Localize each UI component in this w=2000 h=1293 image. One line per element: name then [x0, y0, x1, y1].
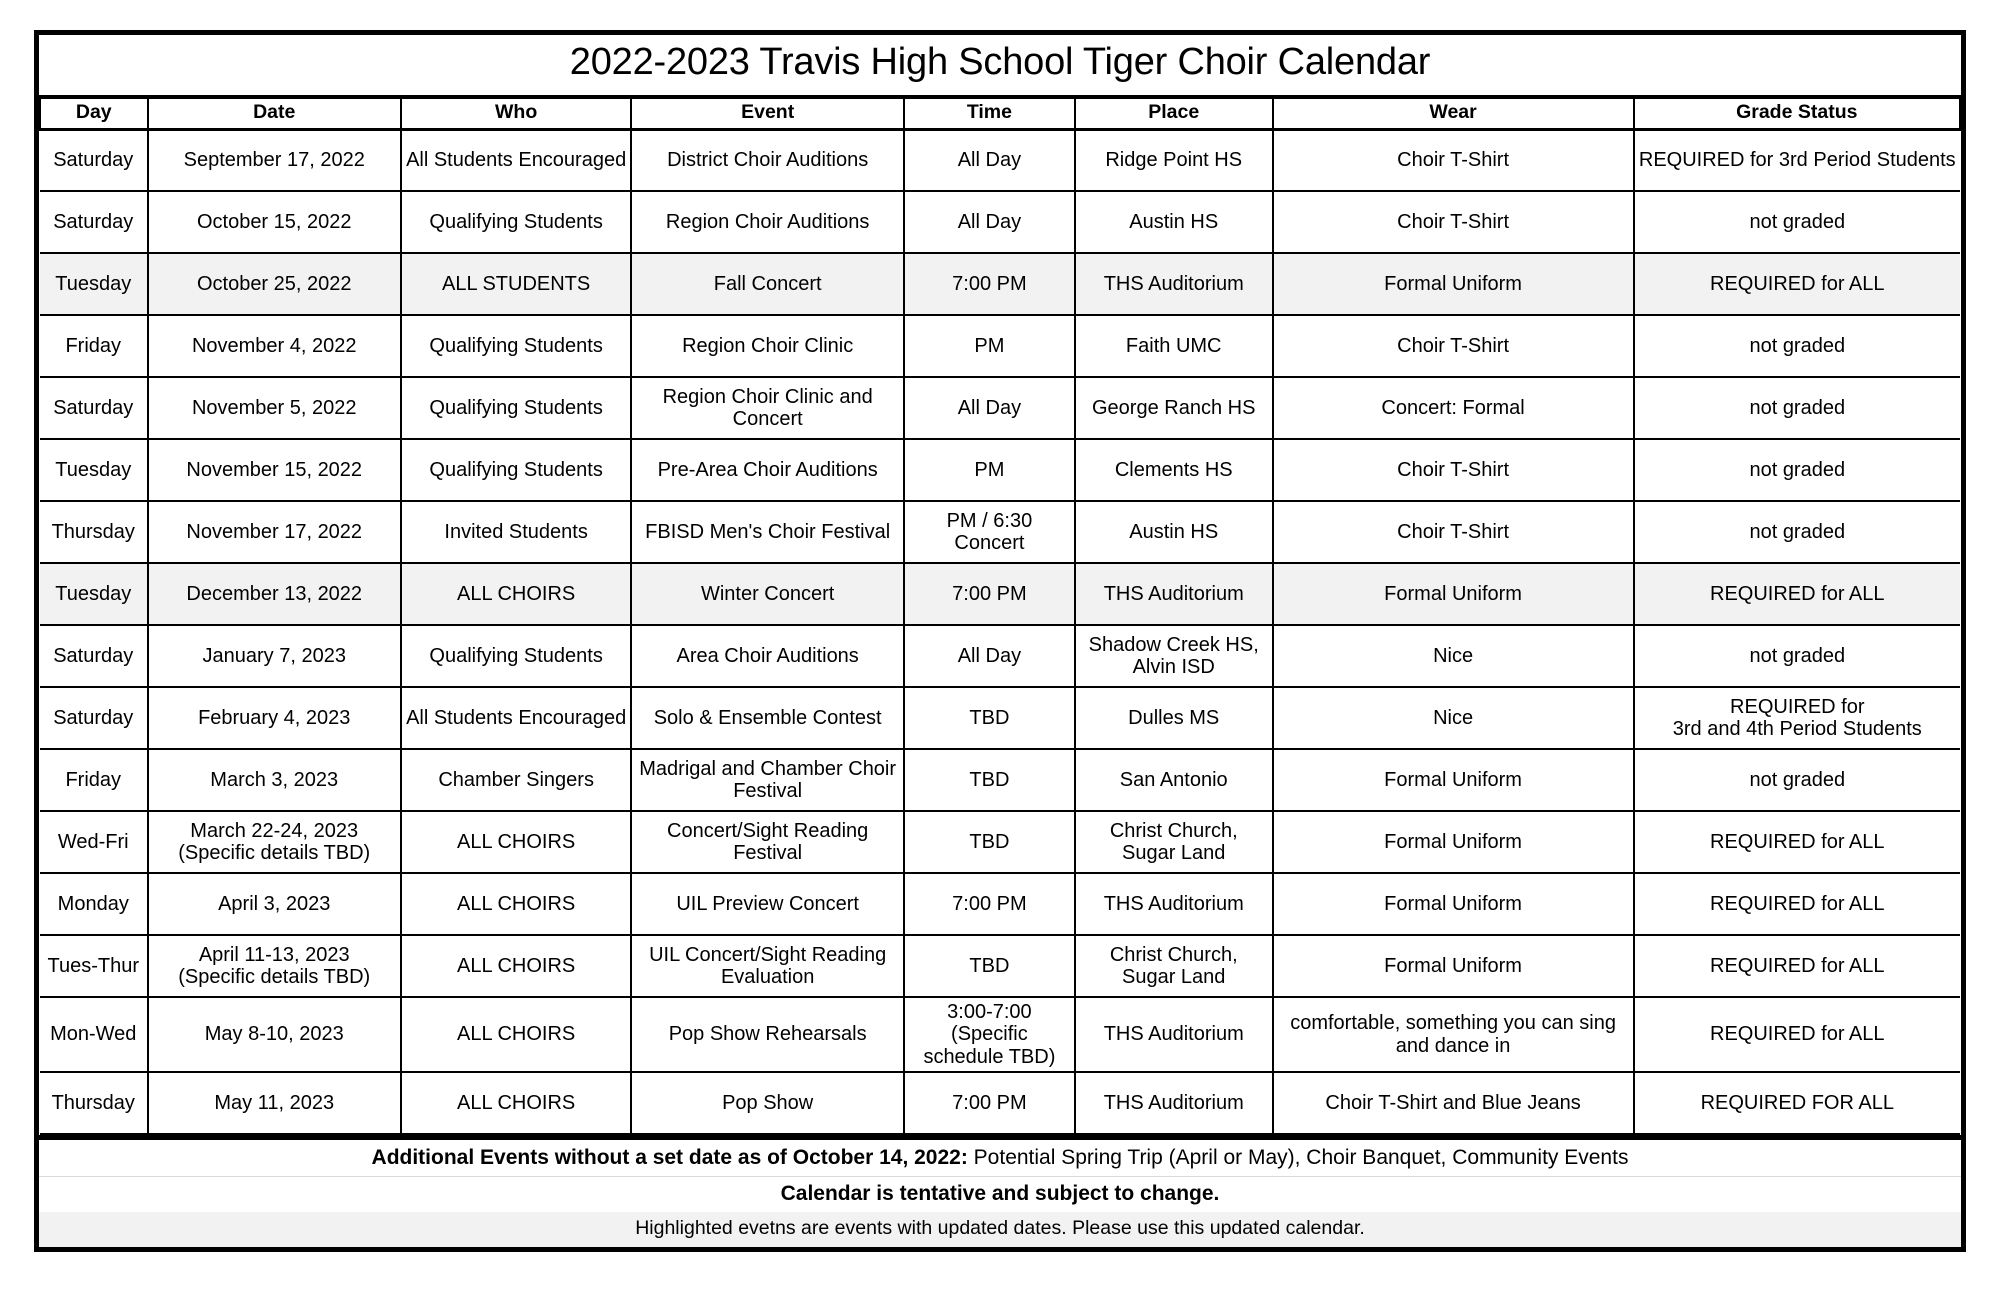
- cell-wear: Choir T-Shirt: [1273, 439, 1634, 501]
- table-row: [40, 935, 1960, 997]
- cell-time: All Day: [904, 129, 1075, 191]
- cell-time: PM: [904, 439, 1075, 501]
- cell-time: All Day: [904, 377, 1075, 439]
- cell-wear: Formal Uniform: [1273, 749, 1634, 811]
- cell-place: Shadow Creek HS, Alvin ISD: [1075, 625, 1273, 687]
- cell-grade: REQUIRED for 3rd and 4th Period Students: [1634, 687, 1960, 749]
- cell-event: Region Choir Clinic and Concert: [631, 377, 904, 439]
- cell-grade: REQUIRED FOR ALL: [1634, 1072, 1960, 1134]
- cell-time: All Day: [904, 191, 1075, 253]
- cell-who: All Students Encouraged: [401, 129, 631, 191]
- cell-place: George Ranch HS: [1075, 377, 1273, 439]
- cell-wear: comfortable, something you can sing and dance in: [1273, 997, 1634, 1072]
- table-row: [40, 501, 1960, 563]
- cell-place: Austin HS: [1075, 191, 1273, 253]
- cell-date: November 5, 2022: [148, 377, 401, 439]
- table-row: [40, 1072, 1960, 1134]
- cell-who: ALL CHOIRS: [401, 935, 631, 997]
- footer-notes: [34, 1140, 1966, 1252]
- cell-wear: Formal Uniform: [1273, 563, 1634, 625]
- table-row: [40, 873, 1960, 935]
- cell-wear: Concert: Formal: [1273, 377, 1634, 439]
- cell-time: 7:00 PM: [904, 873, 1075, 935]
- cell-who: ALL CHOIRS: [401, 873, 631, 935]
- cell-place: THS Auditorium: [1075, 873, 1273, 935]
- cell-event: Pre-Area Choir Auditions: [631, 439, 904, 501]
- cell-date: October 15, 2022: [148, 191, 401, 253]
- cell-who: ALL CHOIRS: [401, 811, 631, 873]
- cell-who: ALL CHOIRS: [401, 1072, 631, 1134]
- table-row: [40, 749, 1960, 811]
- cell-date: December 13, 2022: [148, 563, 401, 625]
- cell-date: April 3, 2023: [148, 873, 401, 935]
- column-header-time: Time: [904, 97, 1075, 129]
- cell-event: Madrigal and Chamber Choir Festival: [631, 749, 904, 811]
- cell-who: Chamber Singers: [401, 749, 631, 811]
- cell-date: April 11-13, 2023 (Specific details TBD): [148, 935, 401, 997]
- table-row: [40, 439, 1960, 501]
- cell-who: Qualifying Students: [401, 191, 631, 253]
- cell-event: Region Choir Auditions: [631, 191, 904, 253]
- cell-wear: Choir T-Shirt: [1273, 129, 1634, 191]
- cell-event: UIL Concert/Sight Reading Evaluation: [631, 935, 904, 997]
- column-header-wear: Wear: [1273, 97, 1634, 129]
- table-row: [40, 191, 1960, 253]
- cell-grade: not graded: [1634, 501, 1960, 563]
- table-row: [40, 377, 1960, 439]
- cell-date: September 17, 2022: [148, 129, 401, 191]
- cell-day: Wed-Fri: [40, 811, 148, 873]
- cell-place: Austin HS: [1075, 501, 1273, 563]
- cell-wear: Formal Uniform: [1273, 935, 1634, 997]
- cell-wear: Formal Uniform: [1273, 811, 1634, 873]
- cell-grade: not graded: [1634, 377, 1960, 439]
- cell-time: TBD: [904, 687, 1075, 749]
- cell-who: Invited Students: [401, 501, 631, 563]
- cell-place: Dulles MS: [1075, 687, 1273, 749]
- cell-date: January 7, 2023: [148, 625, 401, 687]
- cell-event: FBISD Men's Choir Festival: [631, 501, 904, 563]
- table-row: [40, 811, 1960, 873]
- footer-additional-events-label: Additional Events without a set date as of October 14, 2022:: [371, 1146, 968, 1170]
- footer-additional-events: [39, 1140, 1961, 1176]
- cell-place: THS Auditorium: [1075, 1072, 1273, 1134]
- cell-time: 7:00 PM: [904, 563, 1075, 625]
- cell-who: Qualifying Students: [401, 625, 631, 687]
- page-title: 2022-2023 Travis High School Tiger Choir Calendar: [40, 35, 1960, 97]
- cell-date: March 3, 2023: [148, 749, 401, 811]
- table-body: [40, 129, 1960, 1134]
- cell-wear: Choir T-Shirt: [1273, 191, 1634, 253]
- cell-place: Ridge Point HS: [1075, 129, 1273, 191]
- table-head: [40, 35, 1960, 129]
- cell-day: Saturday: [40, 625, 148, 687]
- column-header-date: Date: [148, 97, 401, 129]
- cell-event: District Choir Auditions: [631, 129, 904, 191]
- cell-time: TBD: [904, 935, 1075, 997]
- table-row: [40, 563, 1960, 625]
- cell-wear: Formal Uniform: [1273, 873, 1634, 935]
- cell-event: Area Choir Auditions: [631, 625, 904, 687]
- cell-date: May 8-10, 2023: [148, 997, 401, 1072]
- cell-wear: Formal Uniform: [1273, 253, 1634, 315]
- column-header-who: Who: [401, 97, 631, 129]
- cell-time: 7:00 PM: [904, 253, 1075, 315]
- table-row: [40, 253, 1960, 315]
- cell-event: Winter Concert: [631, 563, 904, 625]
- cell-place: THS Auditorium: [1075, 563, 1273, 625]
- cell-day: Saturday: [40, 687, 148, 749]
- title-row: [40, 35, 1960, 97]
- cell-day: Thursday: [40, 501, 148, 563]
- cell-grade: REQUIRED for 3rd Period Students: [1634, 129, 1960, 191]
- cell-time: All Day: [904, 625, 1075, 687]
- cell-who: Qualifying Students: [401, 377, 631, 439]
- cell-grade: not graded: [1634, 625, 1960, 687]
- cell-time: PM: [904, 315, 1075, 377]
- cell-time: PM / 6:30 Concert: [904, 501, 1075, 563]
- table-row: [40, 997, 1960, 1072]
- cell-date: November 4, 2022: [148, 315, 401, 377]
- cell-day: Mon-Wed: [40, 997, 148, 1072]
- cell-place: Clements HS: [1075, 439, 1273, 501]
- column-header-event: Event: [631, 97, 904, 129]
- cell-day: Tues-Thur: [40, 935, 148, 997]
- cell-grade: REQUIRED for ALL: [1634, 811, 1960, 873]
- cell-place: THS Auditorium: [1075, 997, 1273, 1072]
- cell-place: Christ Church, Sugar Land: [1075, 935, 1273, 997]
- cell-who: ALL CHOIRS: [401, 563, 631, 625]
- cell-who: ALL STUDENTS: [401, 253, 631, 315]
- cell-grade: REQUIRED for ALL: [1634, 935, 1960, 997]
- cell-day: Tuesday: [40, 563, 148, 625]
- cell-date: February 4, 2023: [148, 687, 401, 749]
- cell-time: 7:00 PM: [904, 1072, 1075, 1134]
- cell-event: Concert/Sight Reading Festival: [631, 811, 904, 873]
- cell-who: Qualifying Students: [401, 315, 631, 377]
- cell-day: Friday: [40, 749, 148, 811]
- table-row: [40, 625, 1960, 687]
- cell-day: Tuesday: [40, 439, 148, 501]
- footer-additional-events-value: Potential Spring Trip (April or May), Choir Banquet, Community Events: [967, 1146, 1629, 1170]
- cell-event: Pop Show: [631, 1072, 904, 1134]
- cell-who: All Students Encouraged: [401, 687, 631, 749]
- cell-day: Monday: [40, 873, 148, 935]
- cell-date: November 15, 2022: [148, 439, 401, 501]
- cell-place: Christ Church, Sugar Land: [1075, 811, 1273, 873]
- cell-day: Saturday: [40, 129, 148, 191]
- footer-tentative-note: Calendar is tentative and subject to change.: [39, 1177, 1961, 1211]
- column-header-row: [40, 97, 1960, 129]
- cell-day: Tuesday: [40, 253, 148, 315]
- cell-grade: not graded: [1634, 749, 1960, 811]
- cell-grade: not graded: [1634, 439, 1960, 501]
- cell-time: TBD: [904, 749, 1075, 811]
- cell-grade: REQUIRED for ALL: [1634, 997, 1960, 1072]
- table-row: [40, 687, 1960, 749]
- cell-grade: REQUIRED for ALL: [1634, 563, 1960, 625]
- cell-date: March 22-24, 2023 (Specific details TBD): [148, 811, 401, 873]
- column-header-day: Day: [40, 97, 148, 129]
- cell-event: Solo & Ensemble Contest: [631, 687, 904, 749]
- cell-wear: Nice: [1273, 625, 1634, 687]
- cell-who: Qualifying Students: [401, 439, 631, 501]
- cell-day: Friday: [40, 315, 148, 377]
- cell-wear: Choir T-Shirt: [1273, 315, 1634, 377]
- cell-date: November 17, 2022: [148, 501, 401, 563]
- cell-event: Region Choir Clinic: [631, 315, 904, 377]
- cell-place: San Antonio: [1075, 749, 1273, 811]
- cell-date: October 25, 2022: [148, 253, 401, 315]
- column-header-grade: Grade Status: [1634, 97, 1960, 129]
- calendar-table-frame: [34, 30, 1966, 1140]
- cell-who: ALL CHOIRS: [401, 997, 631, 1072]
- cell-day: Thursday: [40, 1072, 148, 1134]
- cell-wear: Nice: [1273, 687, 1634, 749]
- cell-grade: not graded: [1634, 315, 1960, 377]
- table-row: [40, 129, 1960, 191]
- cell-place: THS Auditorium: [1075, 253, 1273, 315]
- column-header-place: Place: [1075, 97, 1273, 129]
- cell-event: Fall Concert: [631, 253, 904, 315]
- cell-day: Saturday: [40, 377, 148, 439]
- cell-wear: Choir T-Shirt: [1273, 501, 1634, 563]
- cell-date: May 11, 2023: [148, 1072, 401, 1134]
- table-row: [40, 315, 1960, 377]
- cell-time: 3:00-7:00 (Specific schedule TBD): [904, 997, 1075, 1072]
- choir-calendar-table: [39, 35, 1961, 1135]
- cell-grade: REQUIRED for ALL: [1634, 873, 1960, 935]
- cell-place: Faith UMC: [1075, 315, 1273, 377]
- cell-grade: REQUIRED for ALL: [1634, 253, 1960, 315]
- cell-event: Pop Show Rehearsals: [631, 997, 904, 1072]
- cell-day: Saturday: [40, 191, 148, 253]
- footer-highlight-note: Highlighted evetns are events with updated dates. Please use this updated calendar.: [39, 1212, 1961, 1247]
- cell-wear: Choir T-Shirt and Blue Jeans: [1273, 1072, 1634, 1134]
- cell-time: TBD: [904, 811, 1075, 873]
- cell-grade: not graded: [1634, 191, 1960, 253]
- cell-event: UIL Preview Concert: [631, 873, 904, 935]
